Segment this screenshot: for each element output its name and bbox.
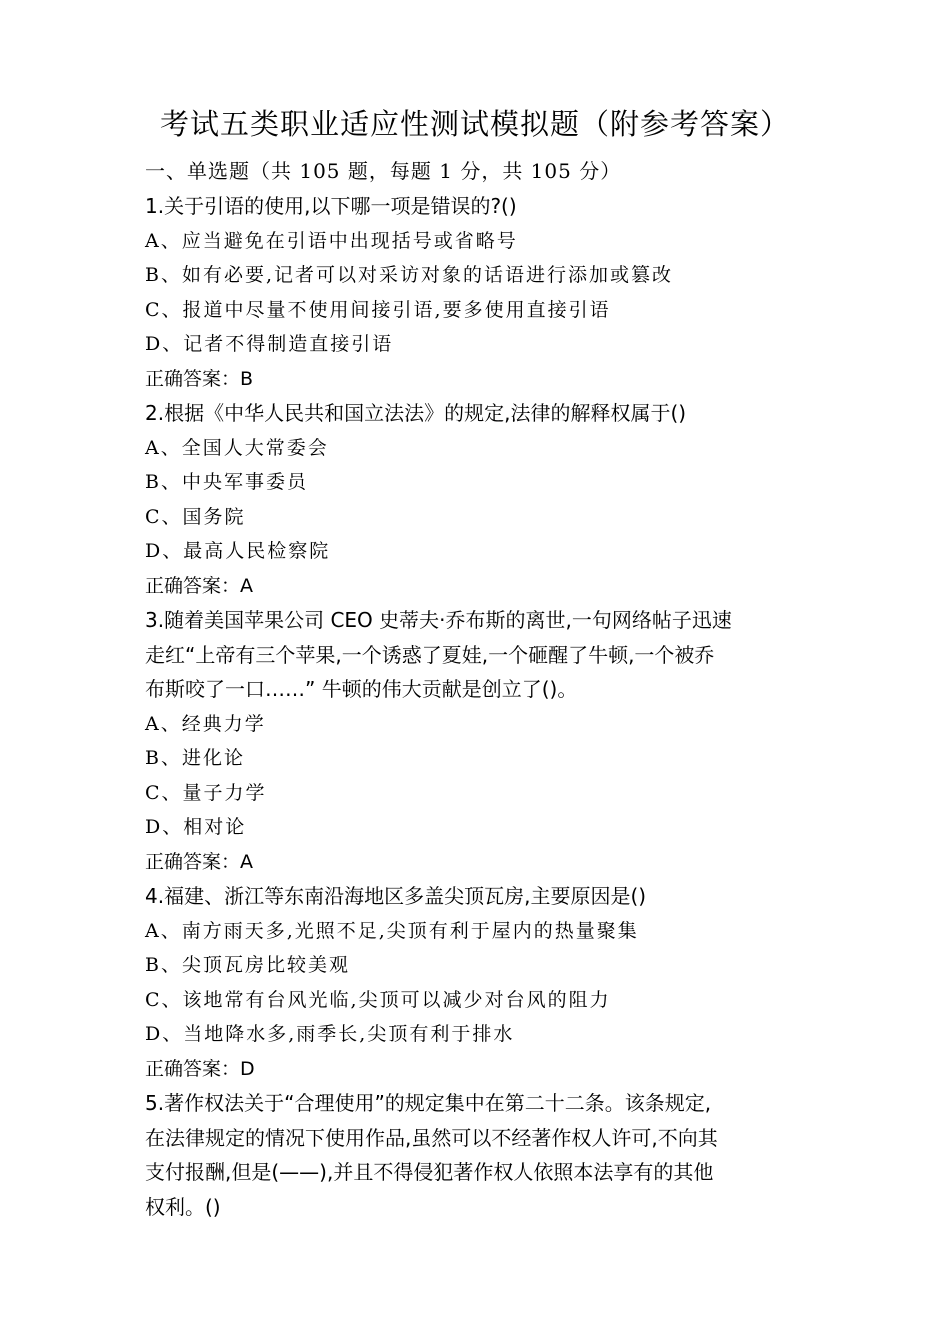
option-b: B、中央军事委员 xyxy=(145,471,308,493)
question-stem-line: 2.根据《中华人民共和国立法法》的规定,法律的解释权属于() xyxy=(145,401,687,425)
question-stem-line: 3.随着美国苹果公司 CEO 史蒂夫·乔布斯的离世,一句网络帖子迅速 xyxy=(145,608,732,632)
question-stem xyxy=(145,396,815,431)
option-b: B、进化论 xyxy=(145,747,245,769)
question-stem xyxy=(145,189,815,224)
question-stem xyxy=(145,603,815,707)
option-d: D、当地降水多,雨季长,尖顶有利于排水 xyxy=(145,1023,515,1045)
section-heading: 一、单选题（共 105 题，每题 1 分，共 105 分） xyxy=(145,159,622,183)
option-c: C、该地常有台风光临,尖顶可以减少对台风的阻力 xyxy=(145,988,611,1011)
question-stem-line: 5.著作权法关于“合理使用”的规定集中在第二十二条。该条规定, xyxy=(145,1091,712,1115)
question-stem-line: 在法律规定的情况下使用作品,虽然可以不经著作权人许可,不向其 xyxy=(145,1125,718,1150)
question-item xyxy=(145,396,815,603)
option-a: A、经典力学 xyxy=(145,712,266,735)
question-stem-line: 布斯咬了一口……” 牛顿的伟大贡献是创立了()。 xyxy=(145,677,578,701)
document-title: 考试五类职业适应性测试模拟题（附参考答案） xyxy=(159,107,790,141)
question-stem xyxy=(145,1086,815,1224)
correct-answer: 正确答案：B xyxy=(145,367,254,390)
question-stem-line: 1.关于引语的使用,以下哪一项是错误的?() xyxy=(145,194,517,218)
correct-answer: 正确答案：A xyxy=(145,850,253,873)
question-item xyxy=(145,1086,815,1224)
question-item xyxy=(145,189,815,396)
option-d: D、最高人民检察院 xyxy=(145,540,331,562)
option-d: D、相对论 xyxy=(145,816,247,838)
question-list xyxy=(145,154,815,1224)
question-stem xyxy=(145,879,815,914)
option-c: C、报道中尽量不使用间接引语,要多使用直接引语 xyxy=(145,298,611,321)
question-item xyxy=(145,603,815,879)
question-item xyxy=(145,879,815,1086)
option-b: B、如有必要,记者可以对采访对象的话语进行添加或篡改 xyxy=(145,264,674,286)
question-stem-line: 4.福建、浙江等东南沿海地区多盖尖顶瓦房,主要原因是() xyxy=(145,884,647,908)
question-stem-line: 支付报酬,但是(——),并且不得侵犯著作权人依照本法享有的其他 xyxy=(145,1160,714,1184)
correct-answer: 正确答案：A xyxy=(145,574,253,597)
option-c: C、量子力学 xyxy=(145,781,267,804)
option-a: A、应当避免在引语中出现括号或省略号 xyxy=(145,229,518,252)
option-d: D、记者不得制造直接引语 xyxy=(145,333,394,355)
question-stem-line: 权利。() xyxy=(145,1194,221,1219)
correct-answer: 正确答案：D xyxy=(145,1057,255,1080)
option-b: B、尖顶瓦房比较美观 xyxy=(145,954,350,976)
option-a: A、全国人大常委会 xyxy=(145,436,329,459)
option-c: C、国务院 xyxy=(145,505,246,528)
question-stem-line: 走红“上帝有三个苹果,一个诱惑了夏娃,一个砸醒了牛顿,一个被乔 xyxy=(145,642,715,667)
option-a: A、南方雨天多,光照不足,尖顶有利于屋内的热量聚集 xyxy=(145,919,639,942)
